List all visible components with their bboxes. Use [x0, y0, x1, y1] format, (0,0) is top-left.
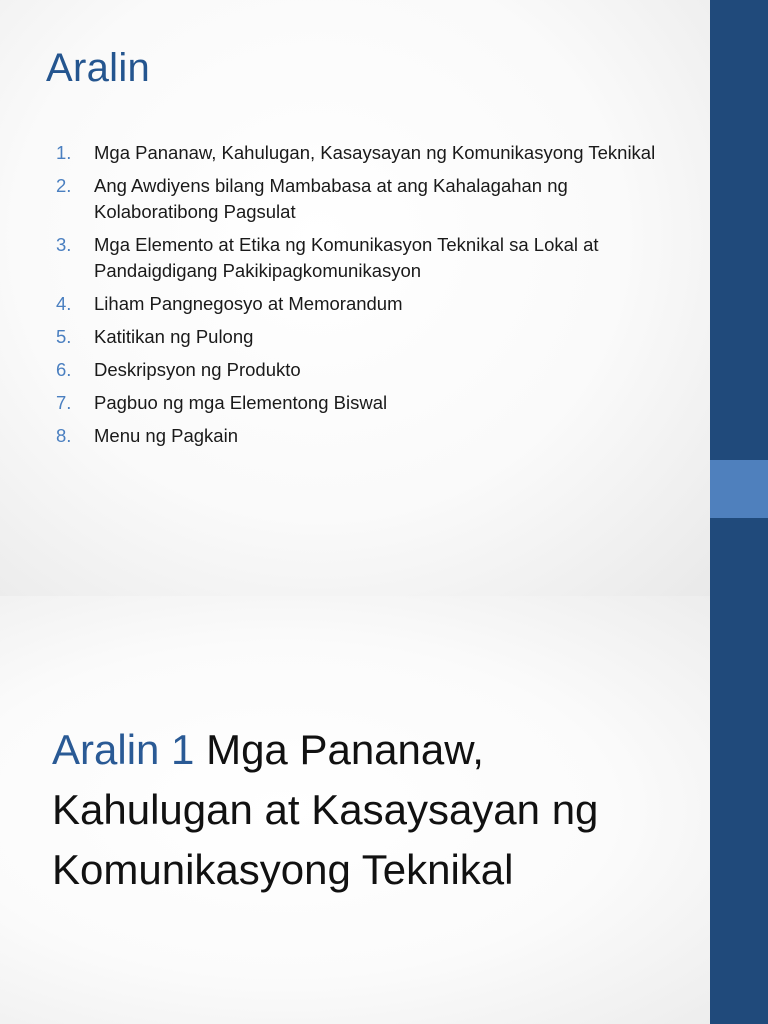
lesson-item	[56, 291, 686, 317]
item-number: 5.	[56, 326, 72, 347]
slide-title: Aralin	[46, 46, 151, 90]
lesson-item	[56, 423, 686, 449]
item-text: Pagbuo ng mga Elementong Biswal	[94, 392, 388, 413]
lesson-heading	[52, 720, 692, 900]
item-number: 1.	[56, 142, 72, 163]
item-number: 6.	[56, 359, 72, 380]
item-text: Mga Elemento at Etika ng Komunikasyon Teknikal sa Lokal at Pandaigdigang Pakikipagkomunikasyon	[94, 234, 599, 281]
heading-line-2: Kahulugan at Kasaysayan ng	[52, 786, 599, 833]
lesson-item	[56, 357, 686, 383]
item-number: 4.	[56, 293, 72, 314]
item-number: 8.	[56, 425, 72, 446]
item-number: 3.	[56, 234, 72, 255]
item-number: 7.	[56, 392, 72, 413]
item-text: Deskripsyon ng Produkto	[94, 359, 301, 380]
lesson-list	[56, 140, 686, 456]
lesson-title-slide	[0, 596, 710, 1024]
lesson-item	[56, 232, 686, 284]
item-number: 2.	[56, 175, 72, 196]
item-text: Ang Awdiyens bilang Mambabasa at ang Kahalagahan ng Kolaboratibong Pagsulat	[94, 175, 568, 222]
heading-line-1: Mga Pananaw,	[206, 726, 484, 773]
item-text: Katitikan ng Pulong	[94, 326, 254, 347]
item-text: Mga Pananaw, Kahulugan, Kasaysayan ng Komunikasyong Teknikal	[94, 142, 656, 163]
side-accent-block	[710, 460, 768, 518]
item-text: Liham Pangnegosyo at Memorandum	[94, 293, 403, 314]
lesson-item	[56, 140, 686, 166]
lesson-item	[56, 390, 686, 416]
heading-line-3: Komunikasyong Teknikal	[52, 846, 514, 893]
lesson-item	[56, 324, 686, 350]
lesson-number: Aralin 1	[52, 726, 195, 773]
item-text: Menu ng Pagkain	[94, 425, 238, 446]
lesson-item	[56, 173, 686, 225]
